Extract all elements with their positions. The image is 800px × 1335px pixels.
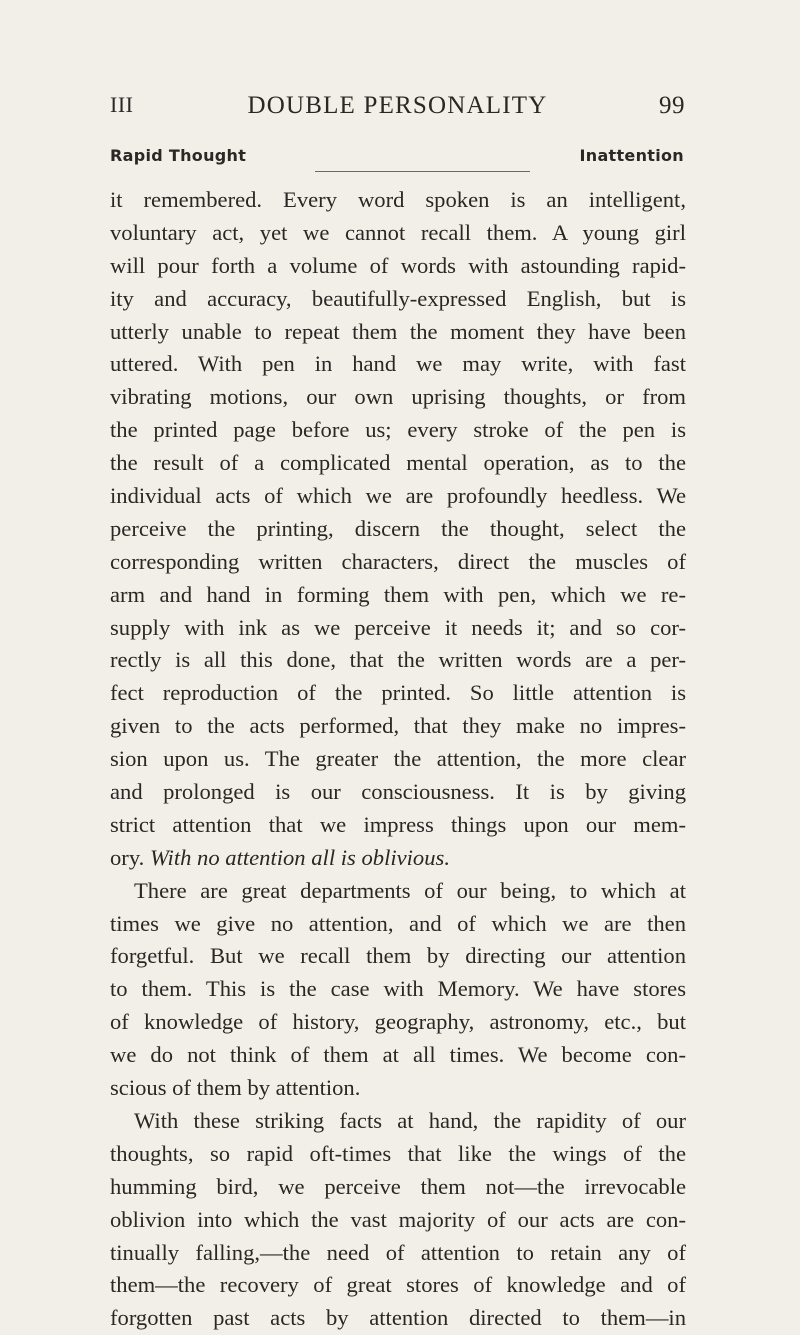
text-line: forgotten past acts by attention directed to them—in [110,1305,686,1331]
text-line: utterly unable to repeat them the moment they have been [110,318,686,344]
text-line: forgetful. But we recall them by directing our attention [110,943,686,969]
text-line: we do not think of them at all times. We become con- [110,1042,686,1068]
chapter-number: III [110,92,134,117]
header-rule [315,171,530,172]
text-line: humming bird, we perceive them not—the irrevocable [110,1173,686,1199]
text-line: the printed page before us; every stroke of the pen is [110,417,686,443]
text-line: corresponding written characters, direct the muscles of [110,548,686,574]
text-line: to them. This is the case with Memory. We have stores [110,976,686,1002]
text-line: it remembered. Every word spoken is an intelligent, [110,187,686,212]
text-line: thoughts, so rapid oft-times that like the wings of the [110,1140,686,1166]
running-head [110,92,685,132]
text-line: the result of a complicated mental operation, as to the [110,450,686,476]
text-line: them—the recovery of great stores of knowledge and of [110,1272,686,1298]
text-line-start: ory. [110,844,145,870]
sidenote-right: Inattention [579,146,684,165]
text-line: scious of them by attention. [110,1075,361,1101]
paragraph-start-line: With these striking facts at hand, the rapidity of our [134,1107,686,1133]
paragraph-start-line: There are great departments of our being, to which at [134,877,686,903]
text-line: given to the acts performed, that they make no impres- [110,713,686,739]
text-line: voluntary act, yet we cannot recall them. A young girl [110,219,686,245]
text-line: individual acts of which we are profoundly heedless. We [110,483,686,509]
text-line: ity and accuracy, beautifully-expressed English, but is [110,285,686,311]
text-line: sion upon us. The greater the attention, the more clear [110,746,686,772]
text-line: supply with ink as we perceive it needs it; and so cor- [110,614,686,640]
text-line [110,842,686,875]
text-line: rectly is all this done, that the written words are a per- [110,647,686,673]
text-line: and prolonged is our consciousness. It is by giving [110,779,686,805]
text-line: perceive the printing, discern the thought, select the [110,515,686,541]
text-line: of knowledge of history, geography, astronomy, etc., but [110,1009,686,1035]
text-line: oblivion into which the vast majority of our acts are con- [110,1206,686,1232]
sidenote-left: Rapid Thought [110,146,247,165]
text-line: strict attention that we impress things upon our mem- [110,811,686,837]
text-line: arm and hand in forming them with pen, which we re- [110,581,686,607]
text-line: will pour forth a volume of words with astounding rapid- [110,252,686,278]
text-line: uttered. With pen in hand we may write, with fast [110,351,686,377]
italic-sentence: With no attention all is oblivious. [149,844,450,870]
running-title: DOUBLE PERSONALITY [247,92,548,119]
body-text [110,184,686,1335]
text-line: vibrating motions, our own uprising thoughts, or from [110,384,686,410]
page-number: 99 [659,92,685,119]
text-line: times we give no attention, and of which we are then [110,910,686,936]
text-line: fect reproduction of the printed. So little attention is [110,680,686,706]
text-line: tinually falling,—the need of attention to retain any of [110,1239,686,1265]
